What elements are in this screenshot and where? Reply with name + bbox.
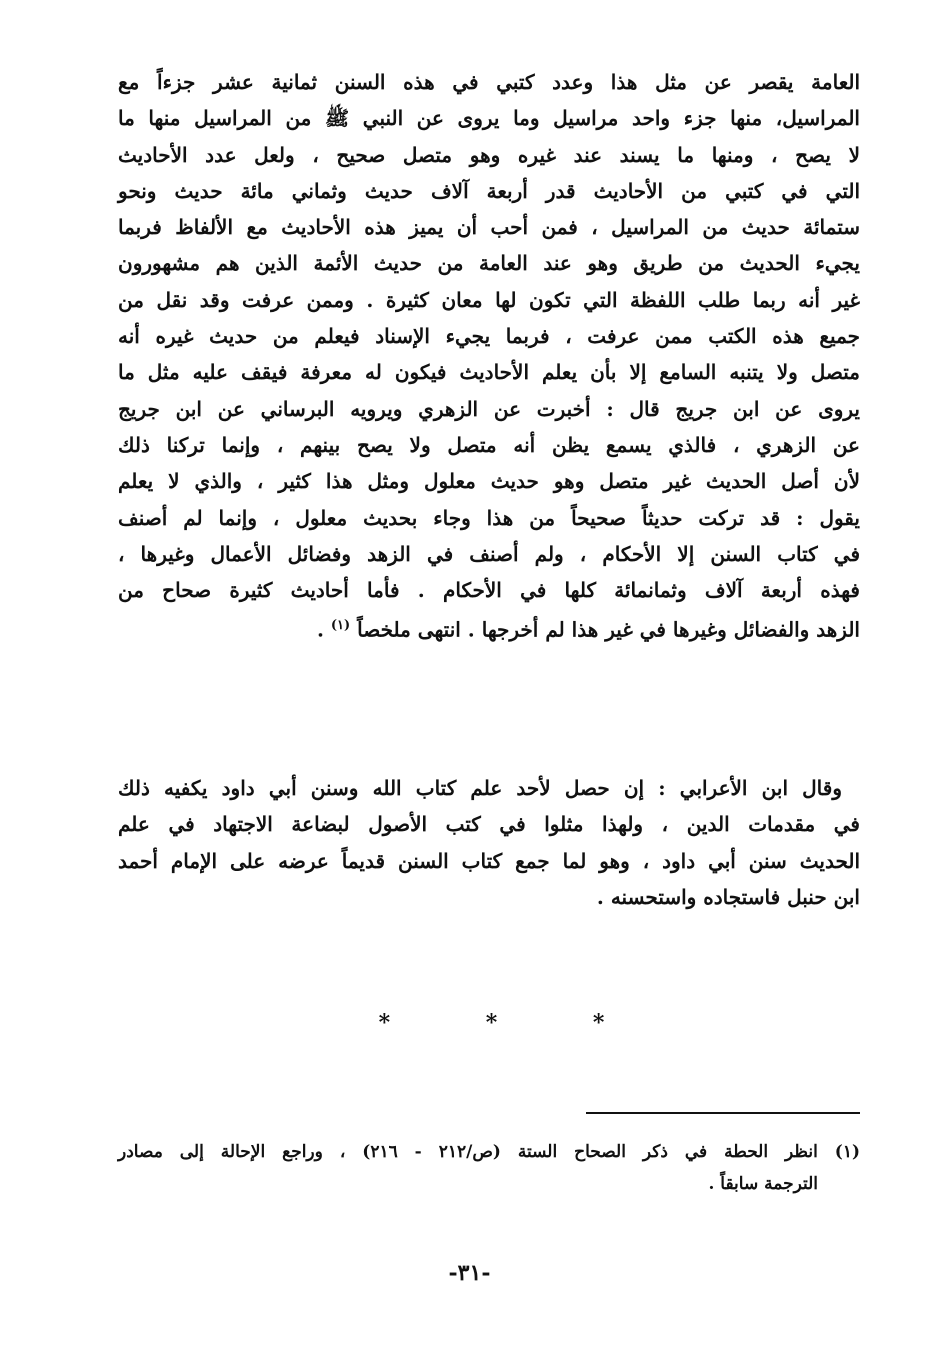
text-line: ابن حنبل فاستجاده واستحسنه . — [596, 884, 860, 909]
text-line: لا يصح ، ومنها ما يسند عند غيره وهو متصل صحيح ، ولعل عدد الأحاديث — [118, 142, 860, 167]
section-separator: * * * — [378, 1010, 649, 1036]
footnote-reference[interactable]: (١) — [330, 618, 351, 634]
main-paragraph-1 — [118, 64, 860, 648]
text-line: لأن أصل الحديث غير متصل وهو حديث معلول ومثل هذا كثير ، والذي لا يعلم — [118, 469, 860, 494]
text-line: يروى عن ابن جريج قال : أخبرت عن الزهري ويرويه البرساني عن ابن جريج — [118, 396, 860, 421]
text-line: متصل ولا يتنبه السامع إلا بأن يعلم الأحاديث فيكون له معرفة فيقف عليه مثل ما — [118, 360, 860, 385]
footnote-line: الترجمة سابقاً . — [708, 1174, 818, 1194]
text-line: يقول : قد تركت حديثاً صحيحاً من هذا وجاء بحديث معلول ، وإنما لم أصنف — [118, 505, 860, 530]
text-line: عن الزهري ، فالذي يسمع يظن أنه متصل ولا يصح بينهم ، وإنما تركنا ذلك — [118, 432, 860, 457]
text-line: غير أنه ربما طلب اللفظة التي تكون لها معان كثيرة . وممن عرفت وقد نقل من — [118, 287, 860, 312]
text-line: الحديث سنن أبي داود ، وهو لما جمع كتاب السنن قديماً عرضه على الإمام أحمد — [118, 848, 860, 873]
text-line: ستمائة حديث من المراسيل ، فمن أحب أن يميز هذه الأحاديث مع الألفاظ فربما — [118, 215, 860, 240]
text-line-content: الزهد والفضائل وغيرها في غير هذا لم أخرجها . انتهى ملخصاً — [357, 618, 860, 643]
text-line: فهذه أربعة آلاف وثمانمائة كلها في الأحكام . فأما أحاديث كثيرة صحاح من — [118, 578, 860, 603]
footnote-line: (١) انظر الحطة في ذكر الصحاح الستة (ص/٢١٢ - ٢١٦) ، وراجع الإحالة إلى مصادر — [118, 1142, 860, 1162]
footnote-divider — [586, 1112, 860, 1114]
paragraph-2-text — [118, 770, 860, 915]
text-line: يجيء الحديث من طريق وهو عند العامة من حديث الأئمة الذين هم مشهورون — [118, 251, 860, 276]
text-line-last — [118, 608, 860, 648]
text-line: وقال ابن الأعرابي : إن حصل لأحد علم كتاب الله وسنن أبي داود يكفيه ذلك — [118, 776, 842, 800]
sentence-end: . — [316, 618, 331, 643]
text-line: التي في كتبي من الأحاديث قدر أربعة آلاف حديث وثماني مائة حديث ونحو — [118, 178, 860, 203]
paragraph-1-text — [118, 64, 860, 648]
text-line: في مقدمات الدين ، ولهذا مثلوا في كتب الأصول لبضاعة الاجتهاد في علم — [118, 812, 860, 837]
page-number: -٣١- — [448, 1260, 491, 1286]
text-line: العامة يقصر عن مثل هذا وعدد كتبي في هذه السنن ثمانية عشر جزءاً مع — [118, 70, 860, 94]
text-line: المراسيل، منها جزء واحد مراسيل وما يروى عن النبي ﷺ من المراسيل منها ما — [118, 106, 860, 131]
text-line: في كتاب السنن إلا الأحكام ، ولم أصنف في الزهد وفضائل الأعمال وغيرها ، — [118, 541, 860, 566]
text-line: جميع هذه الكتب ممن عرفت ، فربما يجيء الإسناد فيعلم من حديث غيره أنه — [118, 324, 860, 349]
footnote — [118, 1136, 860, 1200]
main-paragraph-2 — [118, 770, 860, 915]
